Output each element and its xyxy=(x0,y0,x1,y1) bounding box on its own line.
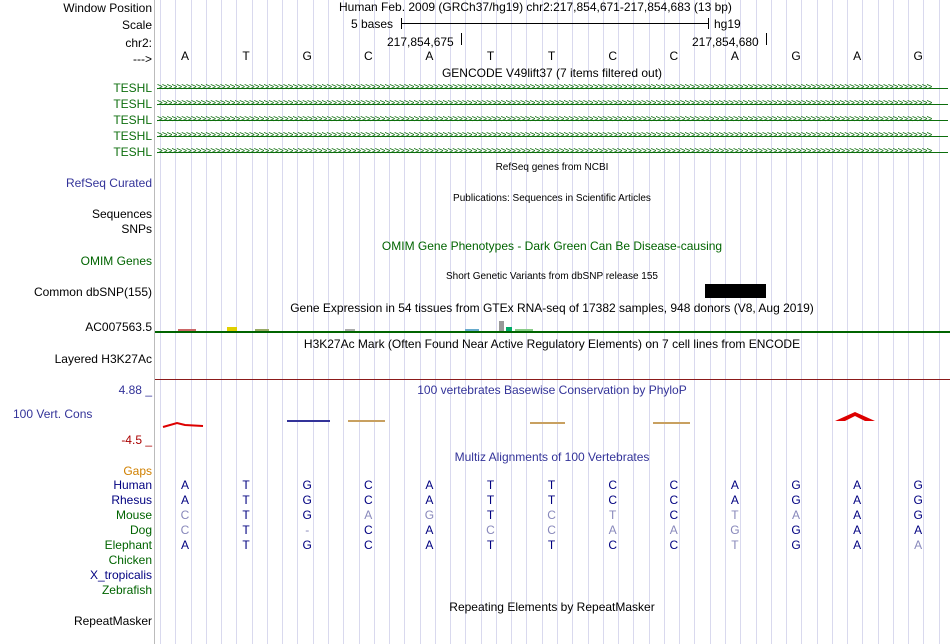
strand-label: ---> xyxy=(133,52,152,66)
dna-base: A xyxy=(730,49,739,63)
alignment-base: G xyxy=(302,508,312,522)
alignment-base: G xyxy=(791,538,801,552)
alignment-base: A xyxy=(425,493,434,507)
strand-arrows: >>>>>>>>>>>>>>>>>>>>>>>>>>>>>>>>>>>>>>>>>>>>>>>>>>>>>>>>>>>>>>>>>>>>>>>>>>>>>>>>>>>>>>>>>>>>>>>>>>>>>>>>>>>>>>>>>>>>>>>>>>>>>>>>>>>>>>>>>>>>>>>>>>>>>>>>>>>>>>>> xyxy=(157,114,932,125)
alignment-base: G xyxy=(913,493,923,507)
guide-line xyxy=(374,0,375,644)
label-divider xyxy=(154,0,155,644)
guide-line xyxy=(832,0,833,644)
dna-base: G xyxy=(791,49,801,63)
guide-line xyxy=(221,0,222,644)
guide-line xyxy=(893,0,894,644)
dbsnp-track-label[interactable]: Common dbSNP(155) xyxy=(33,285,152,299)
omim-track-label[interactable]: OMIM Genes xyxy=(80,254,152,268)
alignment-base: G xyxy=(791,493,801,507)
alignment-base: T xyxy=(731,508,739,522)
guide-line xyxy=(343,0,344,644)
alignment-base: C xyxy=(363,493,373,507)
alignment-base: T xyxy=(486,508,495,522)
strand-arrows: >>>>>>>>>>>>>>>>>>>>>>>>>>>>>>>>>>>>>>>>>>>>>>>>>>>>>>>>>>>>>>>>>>>>>>>>>>>>>>>>>>>>>>>>>>>>>>>>>>>>>>>>>>>>>>>>>>>>>>>>>>>>>>>>>>>>>>>>>>>>>>>>>>>>>>>>>>>>>>>> xyxy=(157,98,932,109)
alignment-base: T xyxy=(242,508,250,522)
alignment-base: C xyxy=(363,478,373,492)
dna-base: C xyxy=(669,49,679,63)
h3k27ac-signal-line xyxy=(155,379,950,380)
species-label[interactable]: Rhesus xyxy=(111,493,152,507)
guide-line xyxy=(801,0,802,644)
species-label[interactable]: Mouse xyxy=(115,508,152,522)
guide-line xyxy=(328,0,329,644)
gencode-track-title[interactable]: GENCODE V49lift37 (7 items filtered out) xyxy=(441,66,663,80)
species-label[interactable]: Elephant xyxy=(104,538,152,552)
guide-line xyxy=(740,0,741,644)
cons-max-label: 4.88 _ xyxy=(118,383,152,397)
guide-line xyxy=(404,0,405,644)
alignment-base: G xyxy=(424,508,435,522)
alignment-base: A xyxy=(425,478,434,492)
guide-line xyxy=(572,0,573,644)
species-label[interactable]: Chicken xyxy=(108,553,152,567)
alignment-base: C xyxy=(180,508,190,522)
guide-line xyxy=(817,0,818,644)
alignment-base: A xyxy=(853,478,862,492)
guide-line xyxy=(939,0,940,644)
cons-signal xyxy=(155,405,950,435)
guide-line xyxy=(297,0,298,644)
guide-line xyxy=(191,0,192,644)
snps-track-label[interactable]: SNPs xyxy=(121,222,152,236)
sequences-track-label[interactable]: Sequences xyxy=(91,207,152,221)
cons-track-title[interactable]: 100 vertebrates Basewise Conservation by PhyloP xyxy=(417,383,687,397)
alignment-base: C xyxy=(608,493,618,507)
dna-base: T xyxy=(486,49,495,63)
guide-line xyxy=(679,0,680,644)
gencode-item-label[interactable]: TESHL xyxy=(113,145,152,159)
guide-line xyxy=(710,0,711,644)
alignment-base: T xyxy=(547,493,556,507)
guide-line xyxy=(389,0,390,644)
scale-bar-right-tick xyxy=(708,18,709,29)
alignment-base: C xyxy=(180,523,190,537)
alignment-base: - xyxy=(305,523,310,537)
scale-bases-text: 5 bases xyxy=(351,17,394,31)
alignment-base: A xyxy=(425,538,434,552)
h3k27ac-track-title[interactable]: H3K27Ac Mark (Often Found Near Active Regulatory Elements) on 7 cell lines from ENCODE xyxy=(303,337,801,351)
guide-line xyxy=(267,0,268,644)
alignment-base: A xyxy=(730,478,739,492)
multiz-track-title[interactable]: Multiz Alignments of 100 Vertebrates xyxy=(454,450,650,464)
gtex-track-label[interactable]: AC007563.5 xyxy=(85,320,152,334)
guide-line xyxy=(588,0,589,644)
strand-arrows: >>>>>>>>>>>>>>>>>>>>>>>>>>>>>>>>>>>>>>>>>>>>>>>>>>>>>>>>>>>>>>>>>>>>>>>>>>>>>>>>>>>>>>>>>>>>>>>>>>>>>>>>>>>>>>>>>>>>>>>>>>>>>>>>>>>>>>>>>>>>>>>>>>>>>>>>>>>>>>>> xyxy=(157,130,932,141)
dbsnp-variant-block[interactable] xyxy=(705,284,766,298)
dna-base: G xyxy=(913,49,923,63)
alignment-base: T xyxy=(242,538,250,552)
alignment-base: A xyxy=(853,523,862,537)
alignment-base: G xyxy=(730,523,740,537)
alignment-base: A xyxy=(608,523,617,537)
guide-line xyxy=(557,0,558,644)
guide-line xyxy=(496,0,497,644)
gtex-track-title[interactable]: Gene Expression in 54 tissues from GTEx RNA-seq of 17382 samples, 948 donors (V8, Aug 2019) xyxy=(290,301,814,315)
alignment-base: C xyxy=(608,538,618,552)
alignment-base: C xyxy=(547,508,556,522)
guide-line xyxy=(878,0,879,644)
refseq-track-title[interactable]: RefSeq genes from NCBI xyxy=(495,162,609,173)
alignment-base: A xyxy=(914,523,923,537)
dna-base: C xyxy=(363,49,373,63)
guide-line xyxy=(786,0,787,644)
guide-line xyxy=(847,0,848,644)
alignment-base: G xyxy=(302,478,312,492)
guide-line xyxy=(252,0,253,644)
scale-bar-line xyxy=(401,23,708,24)
species-label[interactable]: X_tropicalis xyxy=(89,568,152,582)
guide-line xyxy=(175,0,176,644)
guide-line xyxy=(725,0,726,644)
alignment-base: A xyxy=(730,493,739,507)
dna-base: A xyxy=(180,49,189,63)
gencode-item-label[interactable]: TESHL xyxy=(113,97,152,111)
guide-line xyxy=(694,0,695,644)
dna-base: T xyxy=(547,49,556,63)
dna-base: A xyxy=(853,49,862,63)
guide-line xyxy=(435,0,436,644)
species-label[interactable]: Human xyxy=(113,478,152,492)
dna-base: T xyxy=(242,49,250,63)
guide-line xyxy=(450,0,451,644)
alignment-base: G xyxy=(302,493,312,507)
position-right: 217,854,680 xyxy=(692,35,759,49)
alignment-base: T xyxy=(547,478,556,492)
alignment-base: A xyxy=(914,538,923,552)
guide-line xyxy=(633,0,634,644)
alignment-base: A xyxy=(669,523,678,537)
guide-line xyxy=(526,0,527,644)
alignment-base: G xyxy=(791,478,801,492)
alignment-base: A xyxy=(364,508,373,522)
scale-db-text: hg19 xyxy=(714,17,741,31)
gencode-item-label[interactable]: TESHL xyxy=(113,113,152,127)
position-right-tick xyxy=(766,33,767,45)
alignment-base: A xyxy=(180,493,189,507)
gtex-baseline xyxy=(155,331,950,333)
refseq-track-label[interactable]: RefSeq Curated xyxy=(65,176,152,190)
cons-track-label[interactable]: 100 Vert. Cons xyxy=(13,407,93,421)
alignment-base: G xyxy=(302,538,312,552)
alignment-base: C xyxy=(363,523,373,537)
alignment-base: A xyxy=(853,538,862,552)
alignment-base: T xyxy=(547,538,556,552)
guide-line xyxy=(908,0,909,644)
alignment-base: T xyxy=(486,493,495,507)
alignment-base: T xyxy=(242,523,250,537)
alignment-base: A xyxy=(853,508,862,522)
guide-line xyxy=(771,0,772,644)
gencode-item-label[interactable]: TESHL xyxy=(113,81,152,95)
alignment-base: A xyxy=(180,538,189,552)
alignment-base: C xyxy=(363,538,373,552)
guide-line xyxy=(282,0,283,644)
alignment-base: C xyxy=(547,523,556,537)
gencode-transcript-line[interactable] xyxy=(157,98,948,110)
strand-arrows: >>>>>>>>>>>>>>>>>>>>>>>>>>>>>>>>>>>>>>>>>>>>>>>>>>>>>>>>>>>>>>>>>>>>>>>>>>>>>>>>>>>>>>>>>>>>>>>>>>>>>>>>>>>>>>>>>>>>>>>>>>>>>>>>>>>>>>>>>>>>>>>>>>>>>>>>>>>>>>>> xyxy=(157,82,932,93)
alignment-base: T xyxy=(242,478,250,492)
rmsk-track-label[interactable]: RepeatMasker xyxy=(73,614,152,628)
guide-line xyxy=(511,0,512,644)
alignment-base: T xyxy=(242,493,250,507)
guide-line xyxy=(862,0,863,644)
dna-base: C xyxy=(608,49,618,63)
guide-line xyxy=(465,0,466,644)
guide-line xyxy=(481,0,482,644)
guide-line xyxy=(160,0,161,644)
alignment-base: T xyxy=(731,538,739,552)
cons-min-label: -4.5 _ xyxy=(121,433,152,447)
guide-line xyxy=(756,0,757,644)
guide-line xyxy=(420,0,421,644)
window-position-label: Window Position xyxy=(63,1,152,15)
species-label[interactable]: Dog xyxy=(129,523,152,537)
gencode-transcript-line[interactable] xyxy=(157,114,948,126)
pubs-track-title[interactable]: Publications: Sequences in Scientific Articles xyxy=(453,193,651,204)
alignment-base: A xyxy=(425,523,434,537)
guide-line xyxy=(206,0,207,644)
guide-line xyxy=(618,0,619,644)
alignment-base: A xyxy=(853,493,862,507)
guide-line xyxy=(603,0,604,644)
guide-line xyxy=(313,0,314,644)
alignment-base: G xyxy=(791,523,801,537)
alignment-base: C xyxy=(608,478,618,492)
alignment-base: G xyxy=(913,508,923,522)
strand-arrows: >>>>>>>>>>>>>>>>>>>>>>>>>>>>>>>>>>>>>>>>>>>>>>>>>>>>>>>>>>>>>>>>>>>>>>>>>>>>>>>>>>>>>>>>>>>>>>>>>>>>>>>>>>>>>>>>>>>>>>>>>>>>>>>>>>>>>>>>>>>>>>>>>>>>>>>>>>>>>>>> xyxy=(157,146,932,157)
guide-line xyxy=(664,0,665,644)
alignment-base: C xyxy=(669,478,679,492)
alignment-base: G xyxy=(913,478,923,492)
alignment-base: T xyxy=(486,538,495,552)
alignment-base: T xyxy=(609,508,617,522)
gencode-item-label[interactable]: TESHL xyxy=(113,129,152,143)
rmsk-track-title[interactable]: Repeating Elements by RepeatMasker xyxy=(449,600,655,614)
gencode-transcript-line[interactable] xyxy=(157,130,948,142)
guide-line xyxy=(542,0,543,644)
gencode-transcript-line[interactable] xyxy=(157,146,948,158)
position-left: 217,854,675 xyxy=(387,35,454,49)
omim-track-title[interactable]: OMIM Gene Phenotypes - Dark Green Can Be Disease-causing xyxy=(381,239,723,253)
gaps-label[interactable]: Gaps xyxy=(123,464,152,478)
alignment-base: C xyxy=(486,523,495,537)
alignment-base: A xyxy=(180,478,189,492)
h3k27ac-track-label[interactable]: Layered H3K27Ac xyxy=(54,352,152,366)
position-left-tick xyxy=(461,33,462,45)
alignment-base: C xyxy=(669,493,679,507)
dbsnp-track-title[interactable]: Short Genetic Variants from dbSNP release 155 xyxy=(446,271,658,282)
guide-line xyxy=(359,0,360,644)
alignment-base: A xyxy=(791,508,800,522)
guide-line xyxy=(236,0,237,644)
dna-base: A xyxy=(425,49,434,63)
alignment-base: C xyxy=(669,508,679,522)
gencode-transcript-line[interactable] xyxy=(157,82,948,94)
species-label[interactable]: Zebrafish xyxy=(101,583,152,597)
dna-base: G xyxy=(302,49,312,63)
alignment-base: T xyxy=(486,478,495,492)
guide-line xyxy=(649,0,650,644)
chrom-label: chr2: xyxy=(125,36,152,50)
assembly-position-text: Human Feb. 2009 (GRCh37/hg19) chr2:217,854,671-217,854,683 (13 bp) xyxy=(339,0,732,14)
alignment-base: C xyxy=(669,538,679,552)
scale-label: Scale xyxy=(121,18,152,32)
